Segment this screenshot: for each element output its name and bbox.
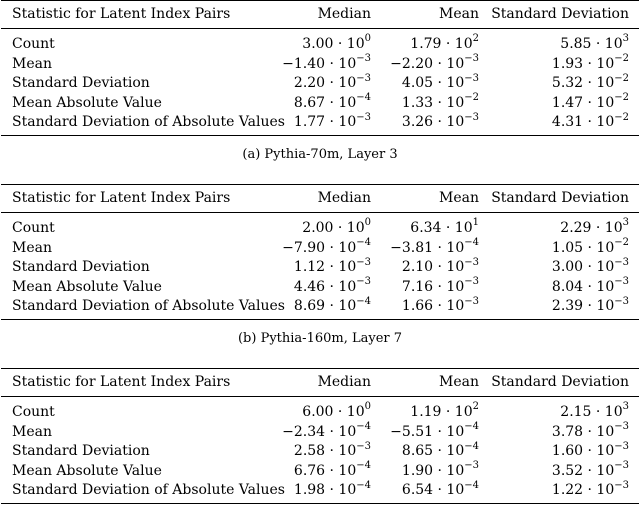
cell-std [489, 420, 639, 443]
mantissa: 8.69 · 10 [293, 298, 357, 315]
exponent: −3 [614, 420, 629, 432]
exponent: −4 [356, 295, 371, 307]
header-standard-deviation: Standard Deviation [489, 1, 639, 29]
caption-b: (b) Pythia-160m, Layer 7 [237, 330, 403, 346]
row-label: Mean Absolute Value [12, 94, 162, 111]
cell-median [277, 113, 381, 135]
row-label: Count [12, 36, 55, 52]
mantissa: 6.54 · 10 [401, 482, 465, 499]
exponent: −3 [614, 479, 629, 491]
exponent: −2 [614, 72, 629, 84]
cell-mean [381, 74, 489, 94]
mantissa: 1.12 · 10 [293, 259, 357, 276]
mantissa: 3.78 · 10 [551, 423, 615, 440]
caption-a: (a) Pythia-70m, Layer 3 [242, 146, 398, 162]
mantissa: 1.22 · 10 [551, 482, 615, 499]
mantissa: 2.58 · 10 [293, 443, 357, 460]
header-median: Median [277, 185, 381, 213]
header-mean: Mean [381, 1, 489, 29]
mantissa: 8.67 · 10 [293, 94, 357, 111]
stats-table-c [1, 368, 639, 504]
cell-median [277, 442, 381, 462]
mantissa: 1.33 · 10 [401, 94, 465, 111]
mantissa: 6.34 · 10 [410, 220, 473, 236]
cell-median [277, 74, 381, 94]
exponent: 0 [364, 217, 371, 229]
cell-std [489, 258, 639, 278]
exponent: 3 [622, 33, 629, 45]
header-statistic: Statistic for Latent Index Pairs [1, 1, 277, 29]
row-label: Mean Absolute Value [12, 278, 162, 295]
cell-median [277, 420, 381, 443]
exponent: −3 [464, 52, 479, 64]
cell-median [277, 258, 381, 278]
cell-mean [381, 94, 489, 114]
table-block-b [0, 184, 640, 353]
stats-table-a [1, 0, 639, 136]
table-row [1, 258, 639, 278]
mantissa: 2.20 · 10 [293, 75, 357, 92]
mantissa: 5.85 · 10 [560, 36, 623, 52]
exponent: −4 [464, 479, 479, 491]
exponent: −3 [356, 440, 371, 452]
cell-median [277, 481, 381, 503]
table-row [1, 423, 639, 443]
cell-std [489, 297, 639, 319]
exponent: −3 [464, 72, 479, 84]
cell-std [489, 462, 639, 482]
row-label: Standard Deviation of Absolute Values [1, 481, 277, 503]
table-row [1, 462, 639, 482]
row-label: Mean [12, 239, 52, 256]
cell-mean [381, 297, 489, 319]
exponent: −4 [356, 236, 371, 248]
row-label: Standard Deviation of Absolute Values [1, 113, 277, 135]
cell-mean [381, 258, 489, 278]
exponent: −4 [356, 460, 371, 472]
exponent: −4 [464, 420, 479, 432]
mantissa: 5.32 · 10 [551, 75, 615, 92]
cell-std [489, 113, 639, 135]
exponent: −3 [614, 295, 629, 307]
table-row [1, 481, 639, 503]
mantissa: −2.34 · 10 [282, 423, 357, 440]
row-label: Mean [12, 423, 52, 440]
exponent: 0 [364, 33, 371, 45]
cell-mean [381, 420, 489, 443]
mantissa: 1.60 · 10 [551, 443, 615, 460]
cell-mean [381, 442, 489, 462]
exponent: −3 [356, 52, 371, 64]
table-body [1, 213, 639, 320]
header-row [1, 185, 639, 213]
exponent: −3 [464, 111, 479, 123]
mantissa: 2.29 · 10 [560, 220, 623, 236]
exponent: 2 [472, 33, 479, 45]
mantissa: −2.20 · 10 [390, 55, 465, 72]
header-mean: Mean [381, 369, 489, 397]
mantissa: 7.16 · 10 [401, 278, 465, 295]
exponent: −2 [614, 111, 629, 123]
exponent: 3 [622, 217, 629, 229]
mantissa: −3.81 · 10 [390, 239, 465, 256]
table-row [1, 113, 639, 135]
header-row [1, 369, 639, 397]
cell-std [489, 236, 639, 259]
mantissa: 1.98 · 10 [293, 482, 357, 499]
cell-median [277, 397, 381, 423]
exponent: −3 [614, 276, 629, 288]
mantissa: −1.40 · 10 [282, 55, 357, 72]
cell-mean [381, 113, 489, 135]
mantissa: 6.00 · 10 [302, 404, 365, 420]
mantissa: 3.52 · 10 [551, 462, 615, 479]
table-row [1, 278, 639, 298]
table-row [1, 74, 639, 94]
exponent: −3 [464, 295, 479, 307]
table-row [1, 29, 639, 55]
header-row [1, 1, 639, 29]
mantissa: 8.65 · 10 [401, 443, 465, 460]
exponent: 0 [364, 401, 371, 413]
exponent: −3 [356, 111, 371, 123]
mantissa: 1.66 · 10 [401, 298, 465, 315]
cell-std [489, 52, 639, 75]
cell-std [489, 481, 639, 503]
stats-table-b [1, 184, 639, 320]
table-row [1, 94, 639, 114]
mantissa: 3.00 · 10 [302, 36, 365, 52]
mantissa: 1.19 · 10 [410, 404, 473, 420]
header-statistic: Statistic for Latent Index Pairs [1, 369, 277, 397]
exponent: −4 [356, 92, 371, 104]
cell-std [489, 278, 639, 298]
cell-mean [381, 236, 489, 259]
exponent: 2 [472, 401, 479, 413]
exponent: 1 [472, 217, 479, 229]
header-mean: Mean [381, 185, 489, 213]
mantissa: 1.05 · 10 [551, 239, 615, 256]
cell-median [277, 52, 381, 75]
exponent: −2 [614, 92, 629, 104]
row-label: Mean [12, 55, 52, 72]
cell-median [277, 236, 381, 259]
table-row [1, 213, 639, 239]
exponent: −4 [464, 440, 479, 452]
mantissa: 4.05 · 10 [401, 75, 465, 92]
exponent: −3 [614, 460, 629, 472]
mantissa: 3.26 · 10 [401, 114, 465, 131]
exponent: −3 [356, 256, 371, 268]
mantissa: −5.51 · 10 [390, 423, 465, 440]
mantissa: 1.47 · 10 [551, 94, 615, 111]
header-standard-deviation: Standard Deviation [489, 369, 639, 397]
cell-mean [381, 481, 489, 503]
mantissa: 8.04 · 10 [551, 278, 615, 295]
exponent: −4 [356, 420, 371, 432]
cell-std [489, 29, 639, 55]
exponent: −2 [614, 236, 629, 248]
cell-median [277, 29, 381, 55]
exponent: −4 [356, 479, 371, 491]
exponent: −3 [464, 256, 479, 268]
exponent: −3 [464, 460, 479, 472]
table-row [1, 55, 639, 75]
mantissa: 4.46 · 10 [293, 278, 357, 295]
cell-mean [381, 213, 489, 239]
exponent: −2 [464, 92, 479, 104]
mantissa: 1.79 · 10 [410, 36, 473, 52]
cell-mean [381, 29, 489, 55]
cell-mean [381, 462, 489, 482]
table-block-c [0, 368, 640, 504]
table-row [1, 297, 639, 319]
cell-median [277, 213, 381, 239]
row-label: Standard Deviation [12, 443, 150, 460]
cell-std [489, 94, 639, 114]
exponent: −3 [464, 276, 479, 288]
row-label: Mean Absolute Value [12, 462, 162, 479]
exponent: −3 [356, 276, 371, 288]
mantissa: 2.00 · 10 [302, 220, 365, 236]
row-label: Standard Deviation [12, 75, 150, 92]
mantissa: 2.15 · 10 [560, 404, 623, 420]
cell-median [277, 297, 381, 319]
cell-mean [381, 52, 489, 75]
mantissa: 4.31 · 10 [551, 114, 615, 131]
table-body [1, 29, 639, 136]
table-row [1, 442, 639, 462]
mantissa: −7.90 · 10 [282, 239, 357, 256]
row-label: Standard Deviation of Absolute Values [1, 297, 277, 319]
cell-std [489, 213, 639, 239]
mantissa: 1.77 · 10 [293, 114, 357, 131]
exponent: −3 [614, 440, 629, 452]
cell-median [277, 278, 381, 298]
row-label: Standard Deviation [12, 259, 150, 276]
cell-mean [381, 278, 489, 298]
mantissa: 2.10 · 10 [401, 259, 465, 276]
mantissa: 6.76 · 10 [293, 462, 357, 479]
table-row [1, 397, 639, 423]
exponent: −3 [614, 256, 629, 268]
header-statistic: Statistic for Latent Index Pairs [1, 185, 277, 213]
table-row [1, 239, 639, 259]
cell-std [489, 397, 639, 423]
header-median: Median [277, 1, 381, 29]
exponent: −3 [356, 72, 371, 84]
cell-std [489, 74, 639, 94]
cell-std [489, 442, 639, 462]
mantissa: 1.90 · 10 [401, 462, 465, 479]
mantissa: 3.00 · 10 [551, 259, 615, 276]
table-block-a [0, 0, 640, 169]
row-label: Count [12, 220, 55, 236]
cell-median [277, 94, 381, 114]
exponent: −2 [614, 52, 629, 64]
cell-mean [381, 397, 489, 423]
table-body [1, 397, 639, 504]
header-median: Median [277, 369, 381, 397]
mantissa: 1.93 · 10 [551, 55, 615, 72]
row-label: Count [12, 404, 55, 420]
cell-median [277, 462, 381, 482]
exponent: −4 [464, 236, 479, 248]
exponent: 3 [622, 401, 629, 413]
mantissa: 2.39 · 10 [551, 298, 615, 315]
header-standard-deviation: Standard Deviation [489, 185, 639, 213]
